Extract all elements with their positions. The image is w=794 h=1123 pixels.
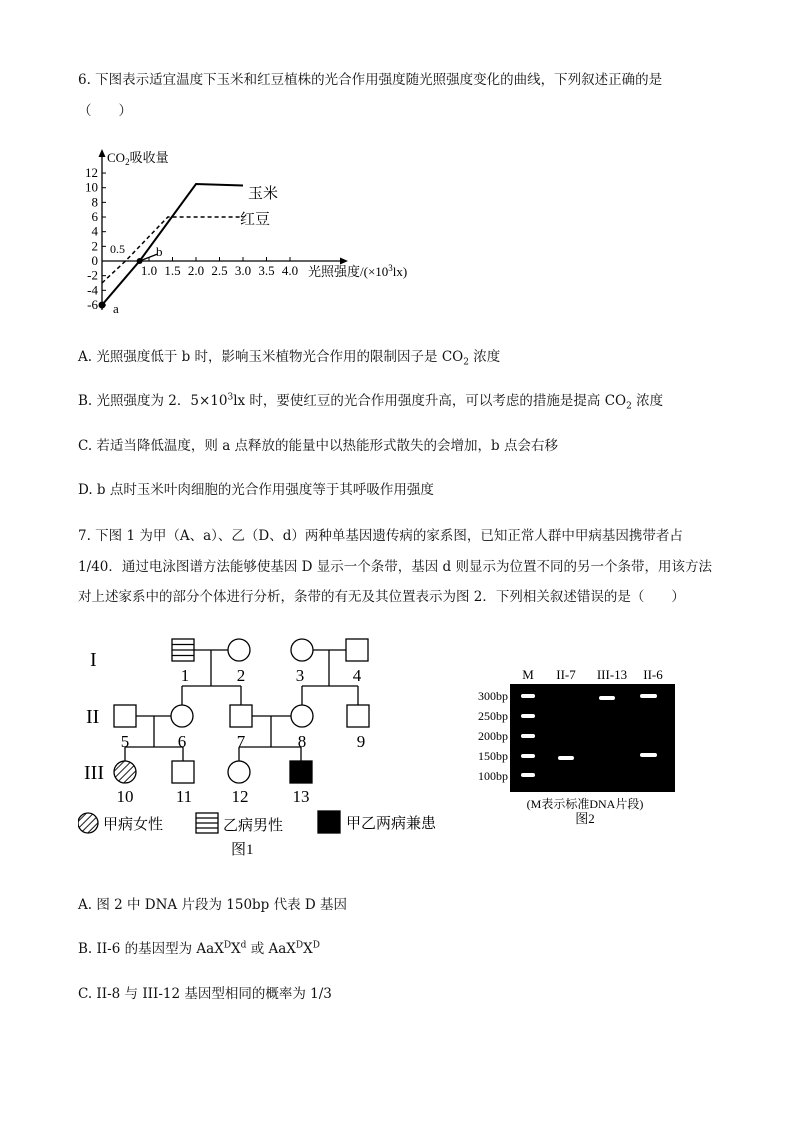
individual-ii-7 (230, 705, 252, 727)
individual-number-7: 7 (236, 732, 246, 751)
x-tick-label: 3.5 (258, 263, 275, 278)
individual-number-12: 12 (231, 787, 249, 806)
individual-number-2: 2 (236, 666, 246, 685)
y-tick-label: 0 (91, 253, 98, 268)
band-ii-6-300 (640, 694, 657, 698)
figure-2-caption: 图2 (575, 811, 595, 826)
lane-label-m: M (522, 667, 534, 682)
annotation-0.5: 0.5 (110, 242, 125, 256)
legend-corn: 玉米 (248, 186, 279, 202)
individual-number-4: 4 (352, 666, 362, 685)
individual-ii-5 (114, 705, 136, 727)
q7-stem-line1: 7. 下图 1 为甲（A、a）、乙（D、d）两种单基因遗传病的家系图，已知正常人群中甲病基因携带者占 (78, 528, 683, 544)
legend-filled-square-icon (318, 811, 340, 833)
individual-number-8: 8 (297, 732, 307, 751)
point-b (137, 258, 143, 264)
figure-1-caption: 图1 (231, 842, 254, 858)
x-tick-label: 1.0 (140, 263, 158, 278)
band-m-250 (521, 714, 535, 718)
y-tick-label: 12 (85, 165, 98, 181)
y-tick-label: -6 (87, 296, 98, 312)
q7-option-a: A. 图 2 中 DNA 片段为 150bp 代表 D 基因 (78, 897, 348, 913)
individual-number-5: 5 (120, 732, 130, 751)
individual-number-10: 10 (116, 787, 134, 806)
individual-iii-10 (114, 761, 136, 783)
photosynthesis-chart (80, 145, 460, 320)
lane-label-ii-6: II-6 (643, 667, 663, 682)
marker-300bp: 300bp (478, 689, 508, 703)
band-ii-7-150 (558, 756, 574, 760)
band-m-300 (521, 694, 535, 698)
q7-option-c: C. II-8 与 III-12 基因型相同的概率为 1/3 (78, 986, 332, 1002)
individual-i-2 (228, 639, 250, 661)
y-tick-labels (85, 165, 106, 312)
individual-number-11: 11 (175, 787, 193, 806)
q7-stem-line3: 对上述家系中的部分个体进行分析，条带的有无及其位置表示为图 2．下列相关叙述错误的是（ ） (78, 589, 685, 605)
individual-i-3 (291, 639, 313, 661)
y-tick-label: 8 (91, 194, 98, 210)
q7-option-b: B. II-6 的基因型为 $AaX^DX^d$ 或 $AaX^DX^D$ (78, 940, 320, 957)
individual-number-13: 13 (292, 787, 310, 806)
x-tick-label: 2.5 (211, 263, 228, 278)
gel-note: (M表示标准DNA片段) (526, 797, 644, 811)
q6-stem: 6. 下图表示适宜温度下玉米和红豆植株的光合作用强度随光照强度变化的曲线，下列叙述正确的是 (78, 72, 663, 88)
q6-option-a: A. 光照强度低于 b 时，影响玉米植物光合作用的限制因子是 $CO_2$ 浓度 (78, 349, 501, 368)
x-tick-label: 2.0 (187, 263, 205, 278)
legend-redbean: 红豆 (240, 212, 271, 228)
point-a-label: a (113, 301, 119, 316)
band-m-150 (521, 754, 535, 758)
individual-number-3: 3 (295, 666, 305, 685)
individual-iii-12 (228, 761, 250, 783)
q6-option-d: D. b 点时玉米叶肉细胞的光合作用强度等于其呼吸作用强度 (78, 482, 434, 498)
band-m-200 (521, 734, 535, 738)
point-b-label: b (156, 244, 163, 259)
y-tick-label: 6 (91, 209, 98, 225)
marker-150bp: 150bp (478, 749, 508, 763)
individual-ii-9 (347, 705, 369, 727)
lane-label-iii-13: III-13 (596, 667, 628, 682)
q6-option-b: B. 光照强度为 2．$5\times 10^3lx$ 时，要使红豆的光合作用强度升高，可以考虑的措施是提高 $CO_2$ 浓度 (78, 392, 664, 412)
pedigree-figure (78, 630, 458, 865)
x-tick-label: 3.0 (234, 263, 252, 278)
y-tick-label: 2 (91, 238, 98, 254)
x-tick-label: 1.5 (164, 263, 181, 278)
marker-100bp: 100bp (478, 769, 508, 783)
point-a (99, 301, 106, 308)
y-axis-arrow (99, 149, 106, 157)
y-axis-label: $CO_2$吸收量 (107, 150, 169, 167)
q6-option-c: C. 若适当降低温度，则 a 点释放的能量中以热能形式散失的会增加，b 点会右移 (78, 438, 558, 454)
individual-ii-8 (291, 705, 313, 727)
lane-label-ii-7: II-7 (556, 667, 576, 682)
individual-iii-11 (172, 761, 194, 783)
y-tick-label: -4 (87, 282, 98, 298)
marker-200bp: 200bp (478, 729, 508, 743)
x-tick-labels (141, 257, 298, 278)
generation-label-iii: III (84, 762, 104, 784)
gel-figure (465, 660, 690, 830)
x-axis-label: 光照强度$/(\times 10^3lx)$ (308, 263, 408, 279)
individual-i-4 (346, 639, 368, 661)
legend-yi-male-label: 乙病男性 (223, 818, 284, 834)
q7-stem-line2: 1/40．通过电泳图谱方法能够使基因 D 显示一个条带，基因 d 则显示为位置不同的另一个条带，用该方法 (78, 559, 712, 575)
y-tick-label: 10 (85, 179, 98, 195)
legend-both-label: 甲乙两病兼患 (346, 816, 437, 832)
band-m-100 (521, 773, 535, 777)
band-iii-13-300 (599, 696, 615, 700)
legend-jia-female-label: 甲病女性 (103, 817, 164, 833)
individual-number-1: 1 (180, 666, 190, 685)
individual-number-9: 9 (356, 732, 366, 751)
y-tick-label: -2 (87, 267, 98, 283)
individual-iii-13 (290, 761, 312, 783)
generation-label-ii: II (86, 706, 100, 728)
band-ii-6-150 (640, 753, 657, 757)
legend-hatched-circle-icon (78, 813, 98, 833)
y-tick-label: 4 (91, 223, 98, 239)
individual-ii-6 (171, 705, 193, 727)
q6-paren: （ ） (78, 103, 132, 119)
x-tick-label: 4.0 (281, 263, 299, 278)
marker-250bp: 250bp (478, 709, 508, 723)
individual-number-6: 6 (177, 732, 187, 751)
generation-label-i: I (90, 649, 97, 671)
